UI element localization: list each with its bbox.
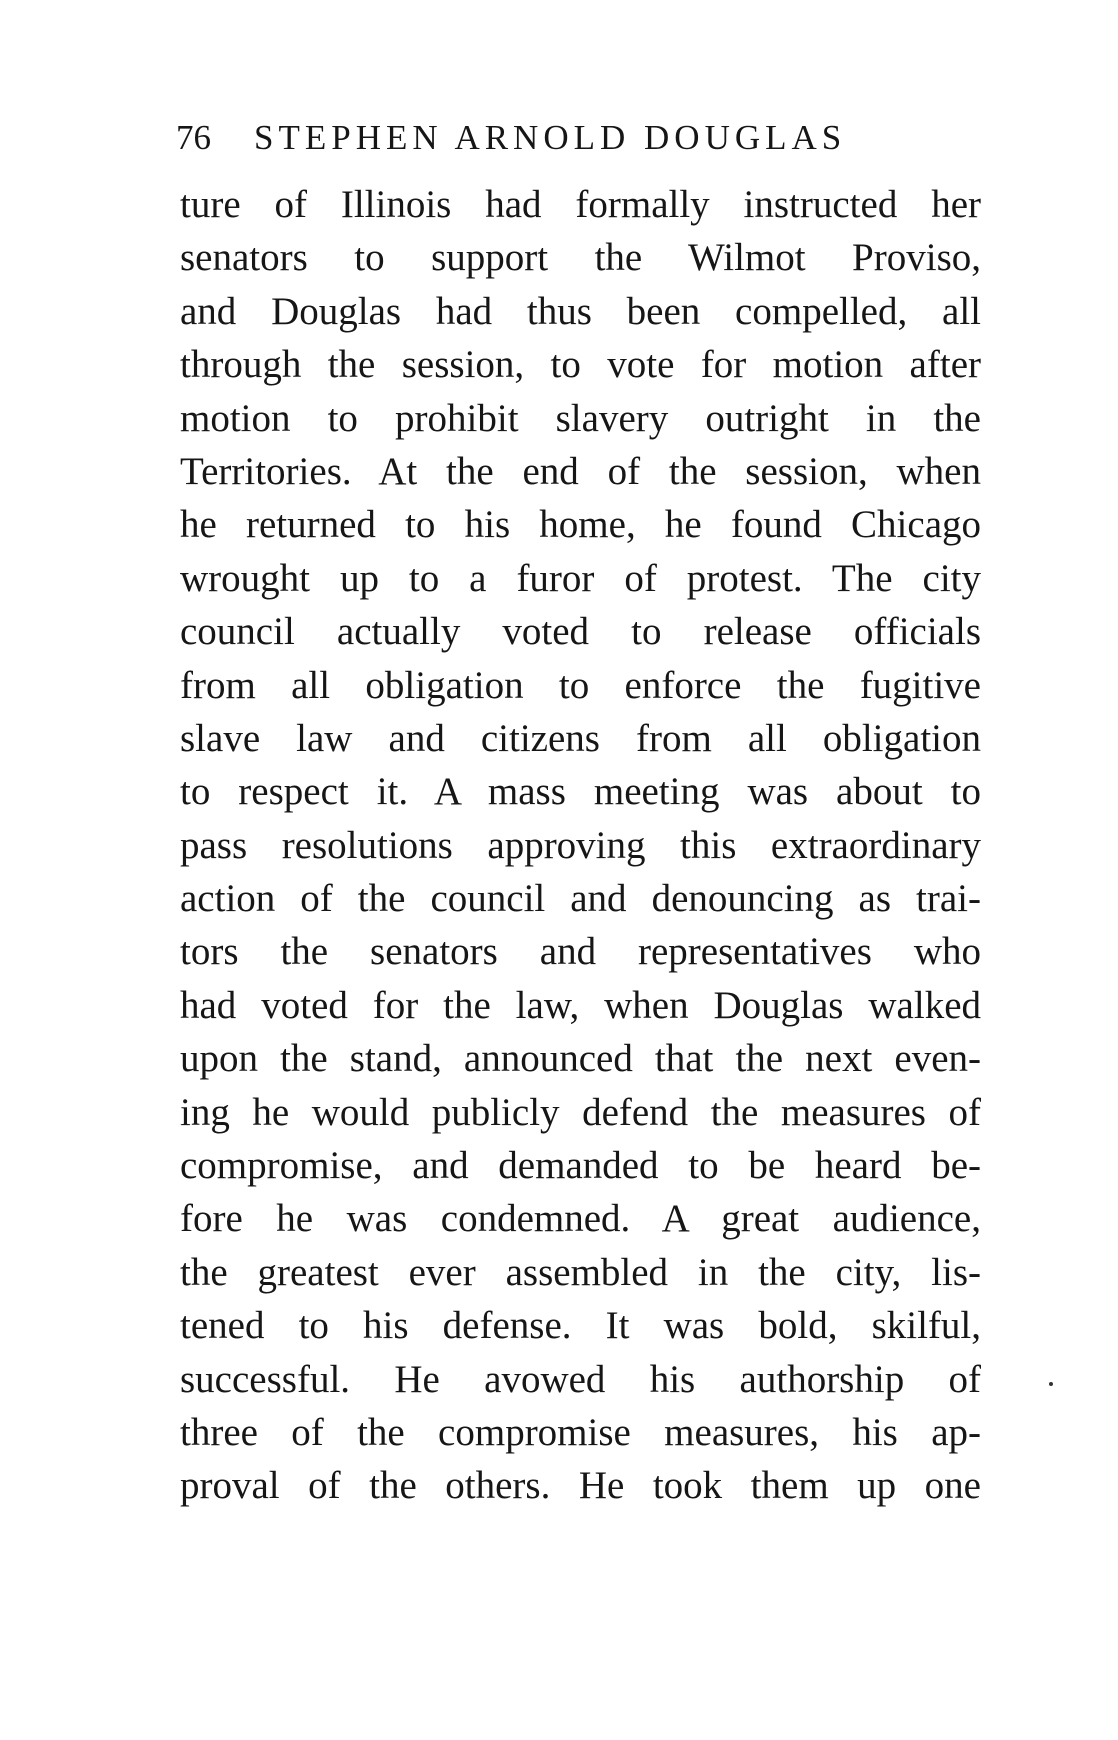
ink-speck	[1049, 1382, 1053, 1386]
text-line: wrought up to a furor of protest. The city	[180, 556, 981, 600]
text-line: and Douglas had thus been compelled, all	[180, 289, 981, 333]
text-line: compromise, and demanded to be heard be-	[180, 1144, 981, 1188]
text-line: to respect it. A mass meeting was about to	[180, 770, 981, 814]
page-number: 76	[176, 118, 211, 157]
text-line: action of the council and denouncing as trai-	[180, 877, 981, 921]
text-line: tened to his defense. It was bold, skilful,	[180, 1304, 981, 1348]
text-line: successful. He avowed his authorship of	[180, 1357, 981, 1401]
text-line: ing he would publicly defend the measures of	[180, 1090, 981, 1134]
text-line: senators to support the Wilmot Proviso,	[180, 236, 981, 280]
text-line: from all obligation to enforce the fugitive	[180, 663, 981, 707]
text-line: through the session, to vote for motion after	[180, 343, 981, 387]
text-line: fore he was condemned. A great audience,	[180, 1197, 981, 1241]
text-line: pass resolutions approving this extraordinary	[180, 823, 981, 867]
text-line: proval of the others. He took them up one	[180, 1464, 981, 1508]
text-line: Territories. At the end of the session, when	[180, 449, 981, 493]
text-line: motion to prohibit slavery outright in the	[180, 396, 981, 440]
text-line: three of the compromise measures, his ap-	[180, 1410, 981, 1454]
running-head	[176, 116, 976, 160]
text-line: ture of Illinois had formally instructed her	[180, 183, 981, 226]
text-line: tors the senators and representatives who	[180, 930, 981, 974]
text-line: slave law and citizens from all obligation	[180, 716, 981, 760]
text-line: had voted for the law, when Douglas walked	[180, 983, 981, 1027]
text-line: council actually voted to release officials	[180, 610, 981, 654]
text-line: upon the stand, announced that the next even-	[180, 1037, 981, 1081]
text-line: the greatest ever assembled in the city, lis-	[180, 1250, 981, 1294]
text-line: he returned to his home, he found Chicago	[180, 503, 981, 547]
running-title: STEPHEN ARNOLD DOUGLAS	[254, 118, 847, 157]
body-text	[180, 178, 981, 1513]
